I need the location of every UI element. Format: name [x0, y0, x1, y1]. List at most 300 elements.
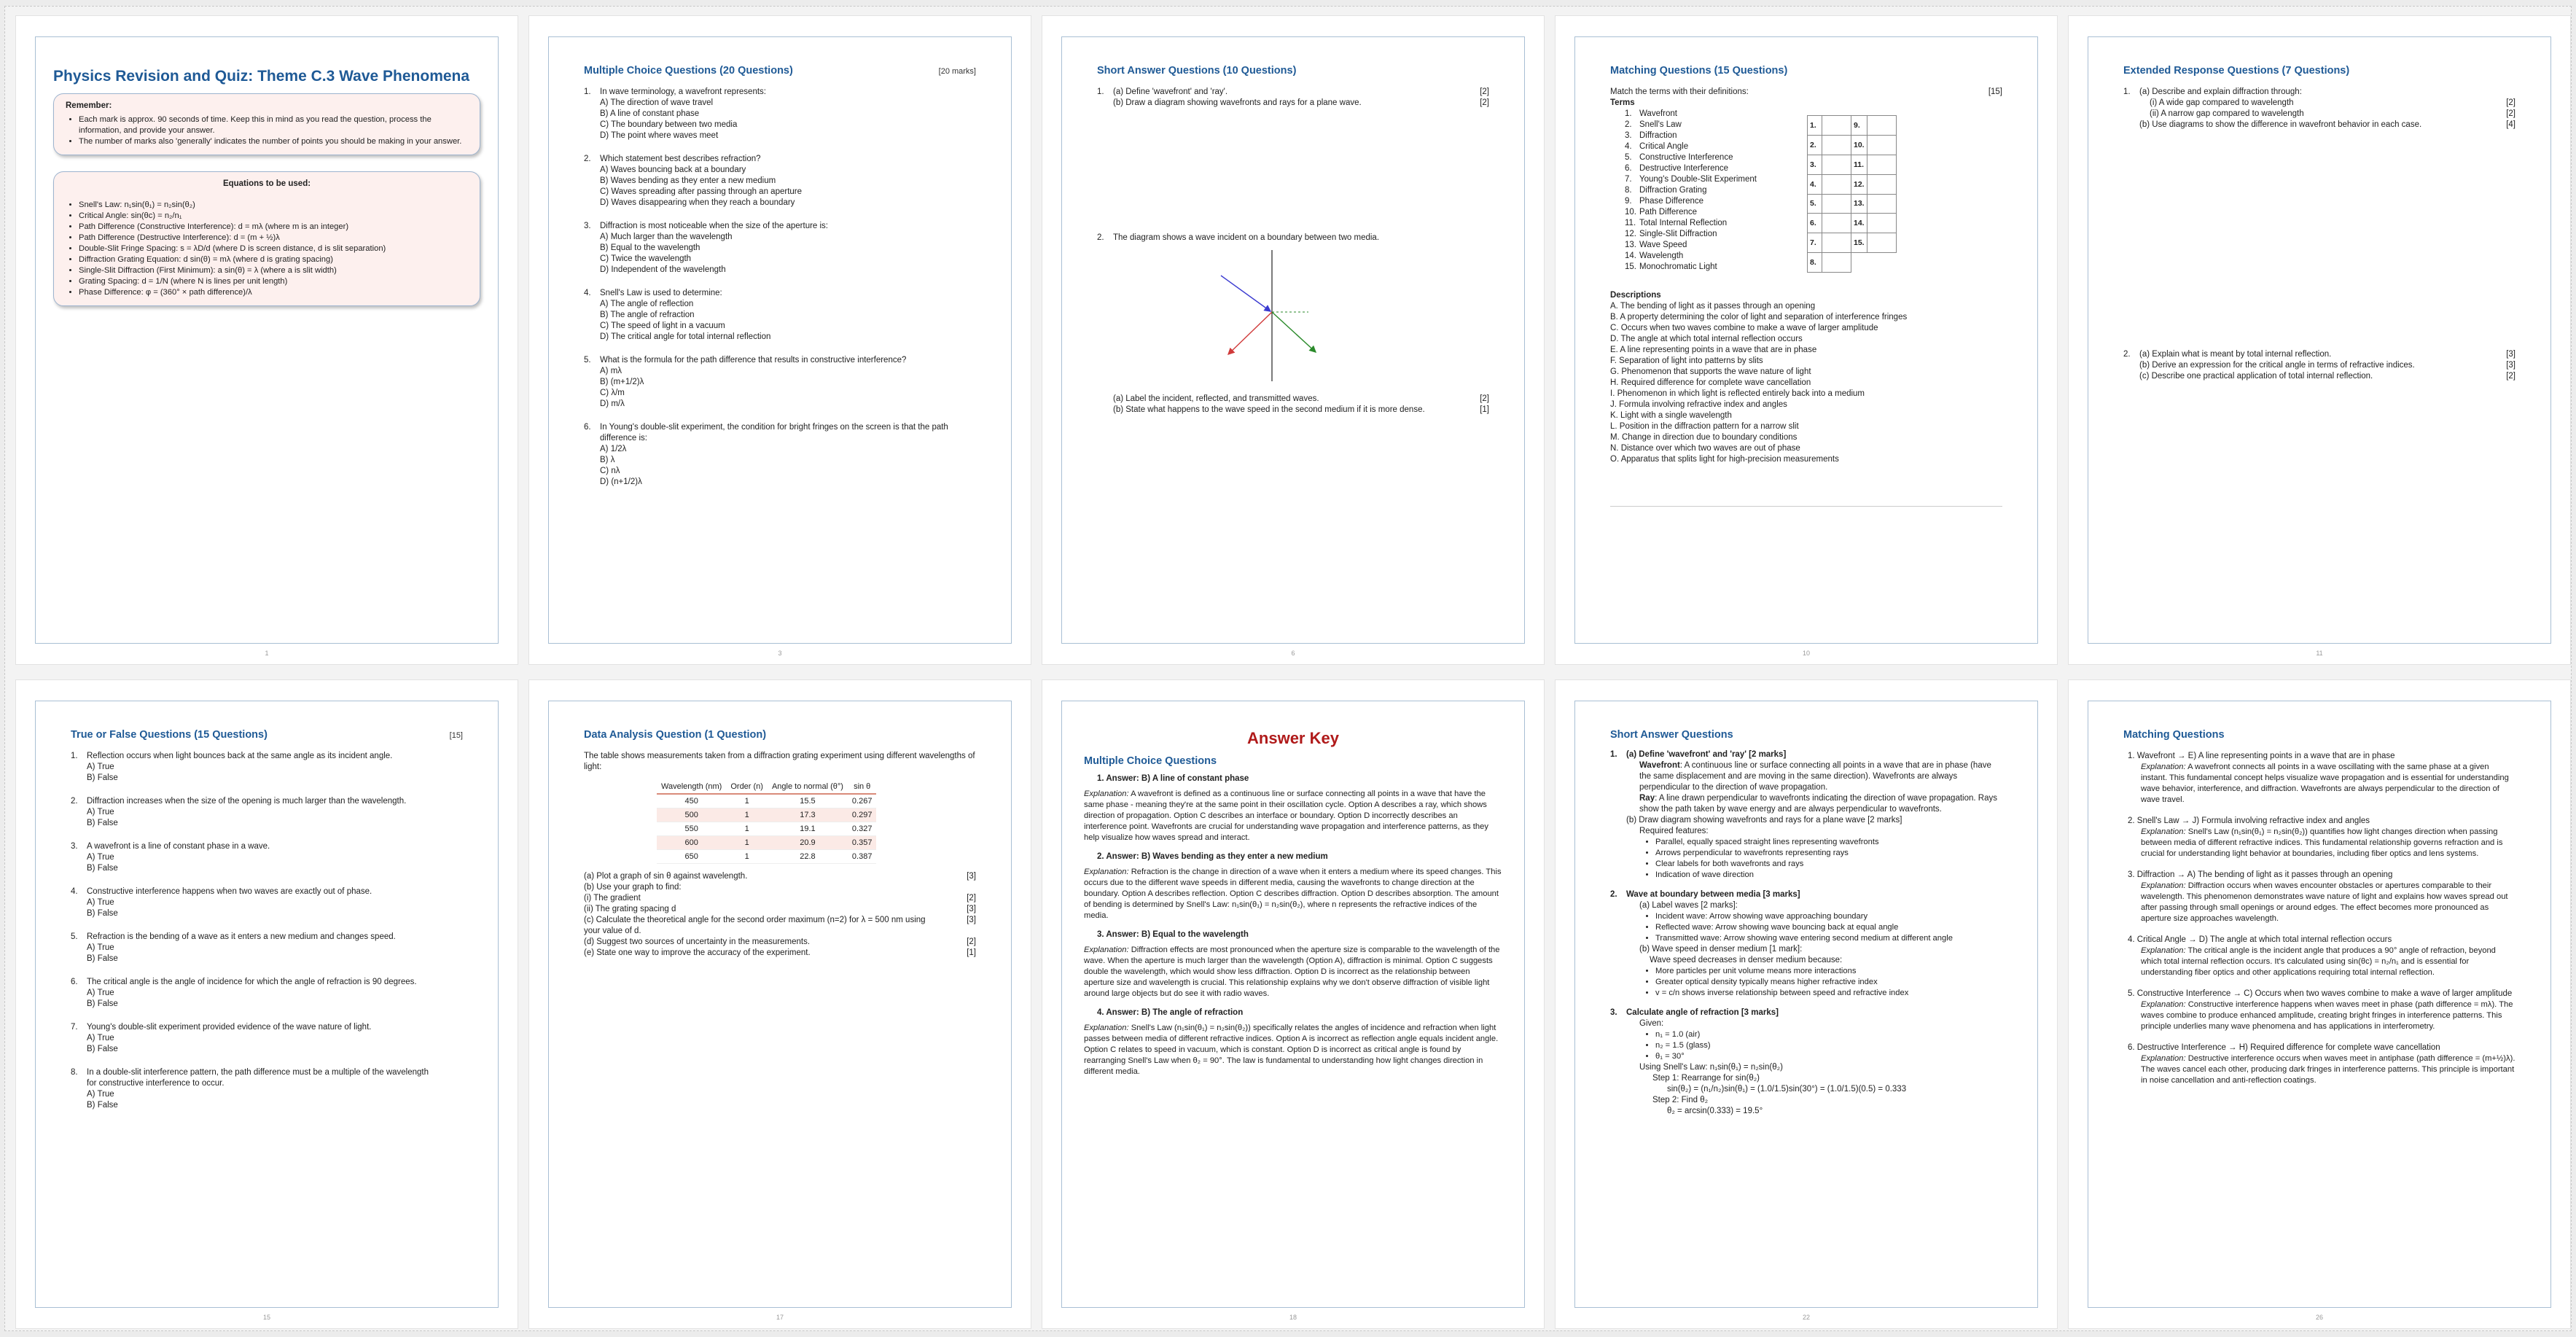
explanation-label: Explanation:	[1084, 946, 1129, 954]
document-title: Physics Revision and Quiz: Theme C.3 Wave Phenomena	[53, 68, 470, 85]
er-q2c: (c) Describe one practical application of total internal reflection.	[2139, 372, 2373, 381]
question-number: 7.	[71, 1023, 78, 1032]
grid-answer-cell[interactable]	[1822, 253, 1851, 273]
answer-option: A) Waves bouncing back at a boundary	[600, 165, 746, 174]
matching-answer-heading: 2. Snell's Law → J) Formula involving refractive index and angles	[2128, 816, 2370, 825]
terms-list	[1610, 109, 1807, 273]
term-item	[1625, 174, 1807, 185]
list-item: • Parallel, equally spaced straight lines representing wavefronts	[1655, 837, 2002, 848]
er-q1a: (a) Describe and explain diffraction through:	[2139, 87, 2302, 96]
term-item	[1625, 120, 1807, 130]
table-cell: 22.8	[768, 850, 848, 864]
term-label: Constructive Interference	[1639, 153, 1733, 162]
question-text: The critical angle is the angle of incidence for which the angle of refraction is 90 degrees.	[87, 978, 417, 986]
question-number: 4.	[584, 289, 591, 297]
question-part	[584, 937, 976, 948]
page-frame	[548, 701, 1012, 1308]
required-features-label: Required features:	[1639, 827, 1709, 835]
page-11	[2068, 15, 2571, 665]
answer-option: C) λ/m	[600, 389, 625, 397]
grid-number-cell: 7.	[1808, 233, 1822, 253]
grid-answer-cell[interactable]	[1867, 116, 1896, 136]
option-true: A) True	[87, 763, 114, 771]
answer-option: B) Waves bending as they enter a new medium	[600, 176, 776, 185]
page-18	[1042, 679, 1545, 1329]
ray-term: Ray	[1639, 794, 1655, 803]
wavefront-def: : A continuous line or surface connecting all points in a wave that are in phase (have the same displacement and are moving in the same direction). Wavefronts are always perpendicular to the direction of wave propagation.	[1639, 761, 1991, 792]
answer-key-subtitle: Multiple Choice Questions	[1084, 755, 1217, 767]
table-cell: 0.387	[848, 850, 877, 864]
remember-item: • The number of marks also 'generally' indicates the number of points you should be making in your answer.	[79, 136, 468, 147]
page-frame: Extended Response Questions (7 Questions) 1. (a) Describe and explain diffraction through: (i) A wide gap compared to wavelength [2] (ii) A narrow gap compared to wavelength [2] (b) Use diagrams to show the difference in wavefront behavior in each case. [4] 2. (a) Explain what is meant by total internal reflection. [3] (b) Derive an expression for the critical angle in terms of refractive indices. [3] (c) Describe one practical application of total internal reflection. [2]	[2088, 36, 2551, 644]
answer-option: D) Independent of the wavelength	[600, 265, 726, 274]
term-label: Phase Difference	[1639, 197, 1704, 206]
part-marks: [3]	[967, 872, 976, 881]
er-q1ii-marks: [2]	[2506, 109, 2515, 118]
question-number: 6.	[71, 978, 78, 986]
answer-heading: 4. Answer: B) The angle of refraction	[1097, 1008, 1244, 1017]
grid-number-cell: 5.	[1808, 194, 1822, 214]
grid-answer-cell[interactable]	[1822, 135, 1851, 155]
explanation-text: Destructive interference occurs when waves meet in antiphase (path difference = (m+½)λ). The waves cancel each other, producing dark fringes in interference patterns. This principle is important in noise cancellation and anti-reflection coatings.	[2141, 1054, 2515, 1085]
er-q1i: (i) A wide gap compared to wavelength	[2150, 98, 2294, 107]
page-frame	[1574, 36, 2038, 644]
part-marks: [2]	[967, 894, 976, 903]
explanation-text: Diffraction effects are most pronounced when the aperture size is comparable to the wavelength of the wave. When the aperture is much larger than the wavelength (Option A), diffraction is minimal. Option C suggests double the wavelength, which would show less diffraction. Option D is incorrect as the relationship between aperture size and wavelength is crucial. This relationship explains why we don't observe diffraction of visible light around large objects but do see it with radio waves.	[1084, 946, 1500, 998]
question-body	[600, 422, 976, 488]
description-item: E. A line representing points in a wave that are in phase	[1610, 346, 1817, 354]
question-number: 2.	[584, 155, 591, 163]
term-item	[1625, 185, 1807, 196]
table-header: Wavelength (nm)	[657, 780, 726, 794]
page-number: 18	[1289, 1314, 1297, 1321]
tf-question	[71, 1067, 463, 1111]
step-1-eq: sin(θ₂) = (n₁/n₂)sin(θ₁) = (1.0/1.5)sin(30°) = (1.0/1.5)(0.5) = 0.333	[1667, 1085, 1907, 1094]
sa-q1-heading: (a) Define 'wavefront' and 'ray' [2 marks]	[1626, 750, 1787, 759]
equation-item: • Path Difference (Destructive Interference): d = (m + ½)λ	[79, 233, 468, 243]
table-cell: 0.297	[848, 808, 877, 822]
table-row	[657, 808, 876, 822]
table-cell: 0.267	[848, 794, 877, 808]
term-number: 12.	[1625, 230, 1636, 238]
term-number: 15.	[1625, 262, 1636, 271]
question-body	[87, 796, 429, 829]
list-item: • Arrows perpendicular to wavefronts representing rays	[1655, 848, 2002, 859]
grid-answer-cell[interactable]	[1822, 233, 1851, 253]
step-2: Step 2: Find θ₂	[1652, 1096, 1709, 1104]
term-item	[1625, 141, 1807, 152]
term-item	[1625, 163, 1807, 174]
part-text: (c) Calculate the theoretical angle for the second order maximum (n=2) for λ = 500 nm using your value of d.	[584, 916, 926, 935]
section-title: Extended Response Questions (7 Questions)	[2123, 65, 2350, 77]
grid-answer-cell[interactable]	[1822, 214, 1851, 233]
grid-answer-cell[interactable]	[1867, 155, 1896, 174]
tf-question	[71, 1022, 463, 1055]
table-cell: 1	[726, 808, 768, 822]
table-header: sin θ	[848, 780, 877, 794]
grid-number-cell: 14.	[1851, 214, 1867, 233]
matching-answers	[2123, 751, 2515, 1086]
wavefront-term: Wavefront	[1639, 761, 1680, 770]
answer-option: B) The angle of refraction	[600, 311, 695, 319]
term-label: Critical Angle	[1639, 142, 1689, 151]
tf-question	[71, 751, 463, 784]
table-row	[657, 822, 876, 836]
page-10	[1555, 15, 2058, 665]
matching-answer-heading: 3. Diffraction → A) The bending of light as it passes through an opening	[2128, 870, 2393, 879]
table-cell: 20.9	[768, 836, 848, 850]
page-26	[2068, 679, 2571, 1329]
equation-item: • Phase Difference: φ = (360° × path difference)/λ	[79, 287, 468, 298]
table-cell: 17.3	[768, 808, 848, 822]
description-item: B. A property determining the color of light and separation of interference fringes	[1610, 313, 1908, 321]
answer-grid	[1807, 115, 1897, 273]
tf-question	[71, 796, 463, 829]
matching-explanation	[2123, 999, 2515, 1032]
option-false: B) False	[87, 954, 118, 963]
description-item: D. The angle at which total internal reflection occurs	[1610, 335, 1803, 343]
remember-item: • Each mark is approx. 90 seconds of time. Keep this in mind as you read the question, process the information, and provide your answer.	[79, 114, 468, 136]
grid-answer-cell[interactable]	[1822, 116, 1851, 136]
divider	[1610, 506, 2002, 507]
equation-item: • Double-Slit Fringe Spacing: s = λD/d (where D is screen distance, d is slit separation)	[79, 243, 468, 254]
er-q1ii: (ii) A narrow gap compared to wavelength	[2150, 109, 2304, 118]
option-false: B) False	[87, 999, 118, 1008]
term-number: 4.	[1625, 142, 1632, 151]
matching-instructions: Match the terms with their definitions:	[1610, 87, 1749, 96]
answer-option: D) m/λ	[600, 399, 625, 408]
page-22	[1555, 679, 2058, 1329]
option-false: B) False	[87, 1101, 118, 1110]
term-number: 10.	[1625, 208, 1636, 217]
section-title: Short Answer Questions	[1610, 729, 1733, 741]
list-item: • More particles per unit volume means more interactions	[1655, 966, 2002, 977]
term-item	[1625, 251, 1807, 262]
term-label: Wavefront	[1639, 109, 1677, 118]
page-number: 6	[1291, 650, 1295, 657]
table-header: Angle to normal (θ°)	[768, 780, 848, 794]
page-frame	[1061, 701, 1525, 1308]
question-text: Reflection occurs when light bounces back at the same angle as its incident angle.	[87, 752, 393, 760]
section-title: Data Analysis Question (1 Question)	[584, 729, 767, 741]
part-text: (e) State one way to improve the accuracy of the experiment.	[584, 948, 811, 957]
question-text: Young's double-slit experiment provided evidence of the wave nature of light.	[87, 1023, 372, 1032]
list-item: • θ₁ = 30°	[1655, 1051, 2002, 1062]
q2a-text: (a) Label the incident, reflected, and transmitted waves.	[1113, 394, 1319, 403]
matching-explanation	[2123, 1053, 2515, 1086]
grid-number-cell: 4.	[1808, 174, 1822, 194]
grid-number-cell: 8.	[1808, 253, 1822, 273]
option-false: B) False	[87, 819, 118, 827]
mc-answers	[1084, 774, 1502, 1077]
table-row	[657, 836, 876, 850]
section-marks: [15]	[449, 731, 463, 740]
description-item: A. The bending of light as it passes through an opening	[1610, 302, 1816, 311]
section-title: True or False Questions (15 Questions)	[71, 729, 268, 741]
equations-box	[53, 171, 480, 306]
option-false: B) False	[87, 773, 118, 782]
term-item	[1625, 262, 1807, 273]
table-cell: 1	[726, 822, 768, 836]
list-item: • Transmitted wave: Arrow showing wave entering second medium at different angle	[1655, 933, 2002, 944]
q2b-text: (b) State what happens to the wave speed in the second medium if it is more dense.	[1113, 405, 1425, 414]
sa-q1b: (b) Draw diagram showing wavefronts and rays for a plane wave [2 marks]	[1626, 816, 1902, 825]
equation-item: • Path Difference (Constructive Interference): d = mλ (where m is an integer)	[79, 222, 468, 233]
terms-heading: Terms	[1610, 98, 1635, 107]
list-item: • n₁ = 1.0 (air)	[1655, 1029, 2002, 1040]
grid-number-cell: 2.	[1808, 135, 1822, 155]
matching-explanation	[2123, 946, 2515, 978]
table-cell: 550	[657, 822, 726, 836]
wave-label-list	[1626, 911, 2002, 944]
answer-option: D) (n+1/2)λ	[600, 478, 642, 486]
given-label: Given:	[1639, 1019, 1664, 1028]
term-number: 14.	[1625, 252, 1636, 260]
mcq-question	[584, 221, 976, 276]
answer-option: D) Waves disappearing when they reach a boundary	[600, 198, 795, 207]
grid-number-cell: 15.	[1851, 233, 1867, 253]
equation-item: • Grating Spacing: d = 1/N (where N is lines per unit length)	[79, 276, 468, 287]
q2-text: The diagram shows a wave incident on a boundary between two media.	[1113, 233, 1380, 242]
page-frame	[2088, 701, 2551, 1308]
term-label: Destructive Interference	[1639, 164, 1729, 173]
q1b-marks: [2]	[1480, 98, 1489, 107]
explanation-text: A wavefront is defined as a continuous line or surface connecting all points in a wave that have the same phase - meaning they're at the same point in their oscillation cycle. Option A describes a ray, which shows direction of propagation. Option C describes an interface or boundary. Option D incorrectly describes an interference point. Wavefronts are crucial for understanding wave propagation and interference patterns, as they help visualize how waves spread and interact.	[1084, 790, 1488, 842]
mcq-question	[584, 288, 976, 343]
document-sheet	[4, 6, 2572, 1331]
answer-option: B) (m+1/2)λ	[600, 378, 644, 386]
tf-question	[71, 977, 463, 1010]
page-frame	[35, 701, 499, 1308]
section-title: Short Answer Questions (10 Questions)	[1097, 65, 1297, 77]
sa-q2b-text: Wave speed decreases in denser medium because:	[1650, 956, 1843, 964]
page-number: 3	[778, 650, 782, 657]
question-part	[584, 882, 976, 893]
table-cell: 19.1	[768, 822, 848, 836]
question-body	[87, 841, 429, 874]
answer-option: D) The critical angle for total internal reflection	[600, 332, 771, 341]
question-body	[600, 154, 976, 208]
term-label: Diffraction Grating	[1639, 186, 1707, 195]
part-text: (a) Plot a graph of sin θ against wavelength.	[584, 872, 748, 881]
description-item: L. Position in the diffraction pattern for a narrow slit	[1610, 422, 1799, 431]
using-snells-law: Using Snell's Law: n₁sin(θ₁) = n₂sin(θ₂)	[1639, 1063, 1783, 1072]
question-number: 5.	[71, 932, 78, 941]
answer-explanation	[1084, 867, 1502, 921]
answer-option: A) mλ	[600, 367, 622, 375]
tf-question	[71, 841, 463, 874]
part-marks: [1]	[967, 948, 976, 957]
matching-answer-heading: 5. Constructive Interference → C) Occurs when two waves combine to make a wave of larger amplitude	[2128, 989, 2513, 998]
q2b-marks: [1]	[1480, 405, 1489, 414]
explanation-text: Refraction is the change in direction of a wave when it enters a medium where its speed changes. This occurs due to the different wave speeds in different media, causing the wavefronts to change direction at the boundary. Option A describes reflection. Option C describes diffraction. Option D describes absorption. The amount of bending is determined by Snell's Law: n₁sin(θ₁) = n₂sin(θ₂), where n represents the refractive indices of the media.	[1084, 868, 1502, 920]
table-cell: 0.357	[848, 836, 877, 850]
explanation-label: Explanation:	[2141, 1000, 2186, 1009]
table-cell: 650	[657, 850, 726, 864]
matching-explanation	[2123, 827, 2515, 860]
descriptions-heading: Descriptions	[1610, 291, 1661, 300]
answer-option: B) λ	[600, 456, 615, 464]
term-label: Monochromatic Light	[1639, 262, 1717, 271]
remember-box	[53, 93, 480, 155]
grid-number-cell: 11.	[1851, 155, 1867, 174]
required-features-list	[1626, 837, 2002, 881]
table-cell: 1	[726, 836, 768, 850]
term-number: 6.	[1625, 164, 1632, 173]
question-text: Snell's Law is used to determine:	[600, 289, 722, 297]
grid-answer-cell[interactable]	[1822, 194, 1851, 214]
term-item	[1625, 130, 1807, 141]
question-number: 2.	[71, 797, 78, 806]
explanation-text: Snell's Law (n₁sin(θ₁) = n₂sin(θ₂)) specifically relates the angles of incidence and refraction when light passes between media of different refractive indices. Option A is incorrect as reflection angle equals incident angle. Option C relates to speed in vacuum, which is constant. Option D is incorrect as critical angle is found by rearranging Snell's Law when θ₂ = 90°. The law is fundamental to understanding how light changes direction in different media.	[1084, 1024, 1499, 1076]
question-part	[584, 904, 976, 915]
question-part	[584, 915, 976, 937]
part-marks: [3]	[967, 916, 976, 924]
grid-answer-cell[interactable]	[1867, 194, 1896, 214]
explanation-label: Explanation:	[1084, 790, 1129, 798]
answer-explanation	[1084, 789, 1502, 843]
er-q1b-marks: [4]	[2506, 120, 2515, 129]
table-cell: 600	[657, 836, 726, 850]
grid-number-cell: 1.	[1808, 116, 1822, 136]
er-q2a: (a) Explain what is meant by total internal reflection.	[2139, 350, 2332, 359]
tf-question	[71, 932, 463, 964]
list-item: • n₂ = 1.5 (glass)	[1655, 1040, 2002, 1051]
er-q2b: (b) Derive an expression for the critical angle in terms of refractive indices.	[2139, 361, 2415, 370]
answer-heading: 1. Answer: B) A line of constant phase	[1097, 774, 1249, 783]
term-item	[1625, 207, 1807, 218]
equation-item: • Critical Angle: sin(θc) = n₂/n₁	[79, 211, 468, 222]
grid-number-cell: 3.	[1808, 155, 1822, 174]
answer-option: C) Twice the wavelength	[600, 254, 692, 263]
term-item	[1625, 109, 1807, 120]
page-number: 22	[1802, 1314, 1810, 1321]
page-frame	[548, 36, 1012, 644]
er-q2c-marks: [2]	[2506, 372, 2515, 381]
description-item: G. Phenomenon that supports the wave nature of light	[1610, 367, 1811, 376]
answer-option: A) 1/2λ	[600, 445, 627, 453]
option-true: A) True	[87, 898, 114, 907]
mcq-list	[584, 87, 976, 488]
equation-item: • Snell's Law: n₁sin(θ₁) = n₂sin(θ₂)	[79, 200, 468, 211]
descriptions-list	[1610, 301, 2002, 465]
explanation-label: Explanation:	[1084, 1024, 1129, 1032]
question-number: 3.	[584, 222, 591, 230]
answer-explanation	[1084, 1023, 1502, 1077]
term-number: 11.	[1625, 219, 1636, 227]
question-part	[584, 948, 976, 959]
question-number: 6.	[584, 423, 591, 432]
answer-option: D) The point where waves meet	[600, 131, 719, 140]
grid-answer-cell[interactable]	[1867, 233, 1896, 253]
option-true: A) True	[87, 853, 114, 862]
answer-option: C) The boundary between two media	[600, 120, 738, 129]
answer-option: C) Waves spreading after passing through an aperture	[600, 187, 803, 196]
mcq-question	[584, 422, 976, 488]
option-true: A) True	[87, 1034, 114, 1042]
description-item: M. Change in direction due to boundary conditions	[1610, 433, 1798, 442]
table-cell: 1	[726, 850, 768, 864]
page-number: 10	[1802, 650, 1810, 657]
grid-answer-cell[interactable]	[1822, 155, 1851, 174]
option-true: A) True	[87, 808, 114, 816]
answer-option: B) A line of constant phase	[600, 109, 700, 118]
grid-answer-cell[interactable]	[1867, 135, 1896, 155]
description-item: I. Phenomenon in which light is reflected entirely back into a medium	[1610, 389, 1865, 398]
page-frame: Short Answer Questions (10 Questions) 1. (a) Define 'wavefront' and 'ray'. [2] (b) Draw a diagram showing wavefronts and rays for a plane wave. [2] 2. The diagram shows a wave incident on a boundary between two media. (a) Label the incident, reflected, and transmitted waves. [2] (b) State what happens to the wave speed in the second medium if it is more dense. [1]	[1061, 36, 1525, 644]
matching-answer-heading: 1. Wavefront → E) A line representing points in a wave that are in phase	[2128, 752, 2395, 760]
answer-option: B) Equal to the wavelength	[600, 243, 700, 252]
term-item	[1625, 196, 1807, 207]
question-text: Constructive interference happens when two waves are exactly out of phase.	[87, 887, 372, 896]
term-label: Snell's Law	[1639, 120, 1682, 129]
question-body	[87, 751, 429, 784]
term-label: Wave Speed	[1639, 241, 1687, 249]
term-number: 2.	[1625, 120, 1632, 129]
question-body	[600, 87, 976, 141]
mcq-question	[584, 355, 976, 410]
er-q1b: (b) Use diagrams to show the difference in wavefront behavior in each case.	[2139, 120, 2422, 129]
transmitted-wave-arrow	[1272, 312, 1316, 352]
page-frame	[35, 36, 499, 644]
grid-answer-cell[interactable]	[1867, 214, 1896, 233]
question-number: 4.	[71, 887, 78, 896]
explanation-label: Explanation:	[2141, 827, 2186, 836]
grid-answer-cell[interactable]	[1867, 174, 1896, 194]
option-false: B) False	[87, 864, 118, 873]
part-marks: [2]	[967, 938, 976, 946]
q2a-marks: [2]	[1480, 394, 1489, 403]
term-label: Diffraction	[1639, 131, 1677, 140]
sa-q3-heading: Calculate angle of refraction [3 marks]	[1626, 1008, 1779, 1017]
matching-explanation	[2123, 762, 2515, 806]
question-text: Refraction is the bending of a wave as it enters a new medium and changes speed.	[87, 932, 396, 941]
explanation-text: A wavefront connects all points in a wave oscillating with the same phase at a given instant. This fundamental concept helps visualize wave propagation and is essential for understanding wave behavior, interference, and diffraction. Wavefronts are always perpendicular to the direction of wave travel.	[2141, 763, 2509, 804]
equations-title: Equations to be used:	[222, 179, 311, 188]
question-text: In a double-slit interference pattern, the path difference must be a multiple of the wavelength for constructive interference to occur.	[87, 1068, 429, 1088]
term-label: Single-Slit Diffraction	[1639, 230, 1717, 238]
grid-answer-cell[interactable]	[1822, 174, 1851, 194]
page-3	[528, 15, 1031, 665]
sa-q2b: (b) Wave speed in denser medium [1 mark]:	[1639, 945, 1803, 954]
term-number: 3.	[1625, 131, 1632, 140]
question-text: Diffraction increases when the size of the opening is much larger than the wavelength.	[87, 797, 407, 806]
answer-key-title: Answer Key	[1247, 729, 1339, 747]
section-marks: [20 marks]	[938, 67, 976, 76]
explanation-label: Explanation:	[2141, 763, 2186, 771]
question-number: 5.	[584, 356, 591, 365]
term-number: 8.	[1625, 186, 1632, 195]
description-item: N. Distance over which two waves are out of phase	[1610, 444, 1800, 453]
question-body	[600, 221, 976, 276]
matching-answer-heading: 4. Critical Angle → D) The angle at which total internal reflection occurs	[2128, 935, 2392, 944]
explanation-label: Explanation:	[2141, 1054, 2186, 1063]
data-question-parts	[584, 871, 976, 959]
term-item	[1625, 240, 1807, 251]
explanation-label: Explanation:	[1084, 868, 1129, 876]
matching-explanation	[2123, 881, 2515, 924]
term-label: Path Difference	[1639, 208, 1698, 217]
page-number: 15	[262, 1314, 270, 1321]
part-text: (d) Suggest two sources of uncertainty in the measurements.	[584, 938, 811, 946]
grid-number-cell: 9.	[1851, 116, 1867, 136]
answer-option: C) nλ	[600, 467, 620, 475]
explanation-text: The critical angle is the incident angle that produces a 90° angle of refraction, beyond which total internal reflection occurs. It's calculated using sin(θc) = n₂/n₁ and is essential for understanding fiber optics and other applications requiring total internal reflection.	[2141, 946, 2496, 977]
question-body	[600, 355, 976, 410]
page-15	[15, 679, 518, 1329]
section-title: Matching Questions	[2123, 729, 2225, 741]
question-body	[87, 886, 429, 919]
